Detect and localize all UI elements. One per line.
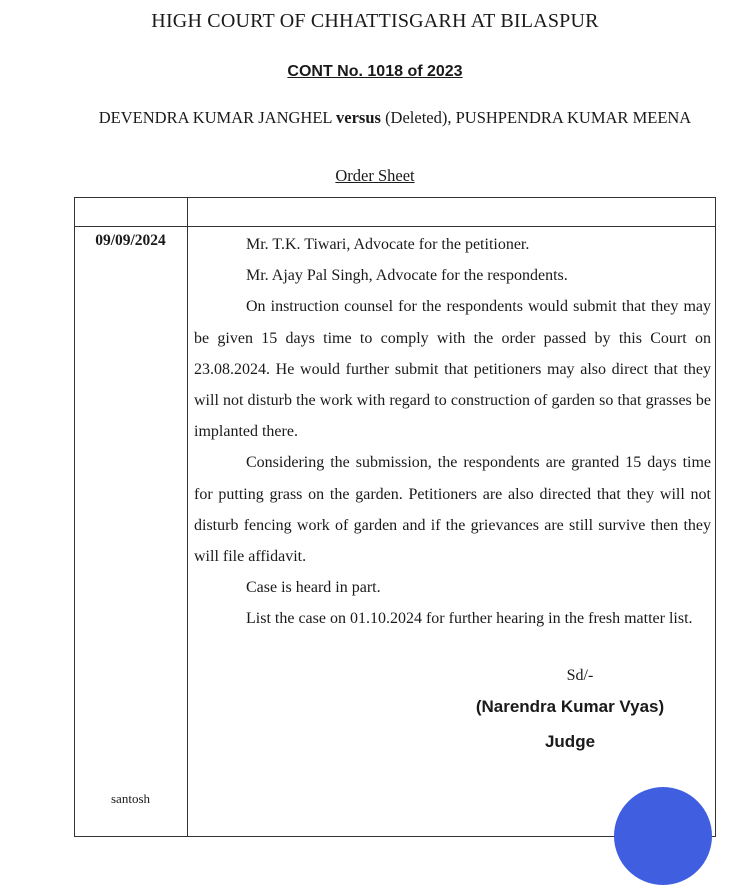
judge-name: (Narendra Kumar Vyas): [475, 697, 665, 716]
order-paragraph: List the case on 01.10.2024 for further hearing in the fresh matter list.: [246, 610, 693, 628]
order-paragraph: Considering the submission, the respondents are granted 15 days time for putting grass on the garden. Petitioners are also directed that they will not disturb fencing work of garden and if the grievances are still survive then they will file affidavit.: [194, 454, 711, 566]
court-title: HIGH COURT OF CHHATTISGARH AT BILASPUR: [151, 10, 599, 32]
case-number: [0, 63, 750, 81]
versus-label: versus: [336, 108, 381, 127]
order-paragraph: Mr. Ajay Pal Singh, Advocate for the respondents.: [246, 267, 568, 285]
case-number-text: CONT No. 1018 of 2023: [287, 63, 463, 80]
order-body: [194, 229, 711, 635]
respondent-name: (Deleted), PUSHPENDRA KUMAR MEENA: [385, 108, 692, 127]
judge-title: Judge: [544, 732, 596, 751]
petitioner-name: DEVENDRA KUMAR JANGHEL: [98, 108, 332, 127]
order-sheet-heading: [0, 166, 750, 186]
floating-action-button[interactable]: [614, 787, 712, 885]
order-sheet-title: Order Sheet: [335, 166, 415, 185]
order-paragraph: Case is heard in part.: [246, 579, 381, 597]
signature-mark: Sd/-: [566, 667, 594, 684]
order-date: 09/09/2024: [95, 232, 166, 249]
table-column-divider: [187, 197, 188, 837]
parties: [95, 102, 695, 133]
clerk-initials: santosh: [111, 791, 150, 806]
table-header-divider: [74, 226, 716, 227]
order-paragraph: On instruction counsel for the respondents would submit that they may be given 15 days time to comply with the order passed by this Court on 23.08.2024. He would further submit that petitioners may also direct that they will not disturb the work with regard to construction of garden so that grasses be implanted there.: [194, 298, 711, 441]
order-paragraph: Mr. T.K. Tiwari, Advocate for the petitioner.: [246, 236, 530, 253]
